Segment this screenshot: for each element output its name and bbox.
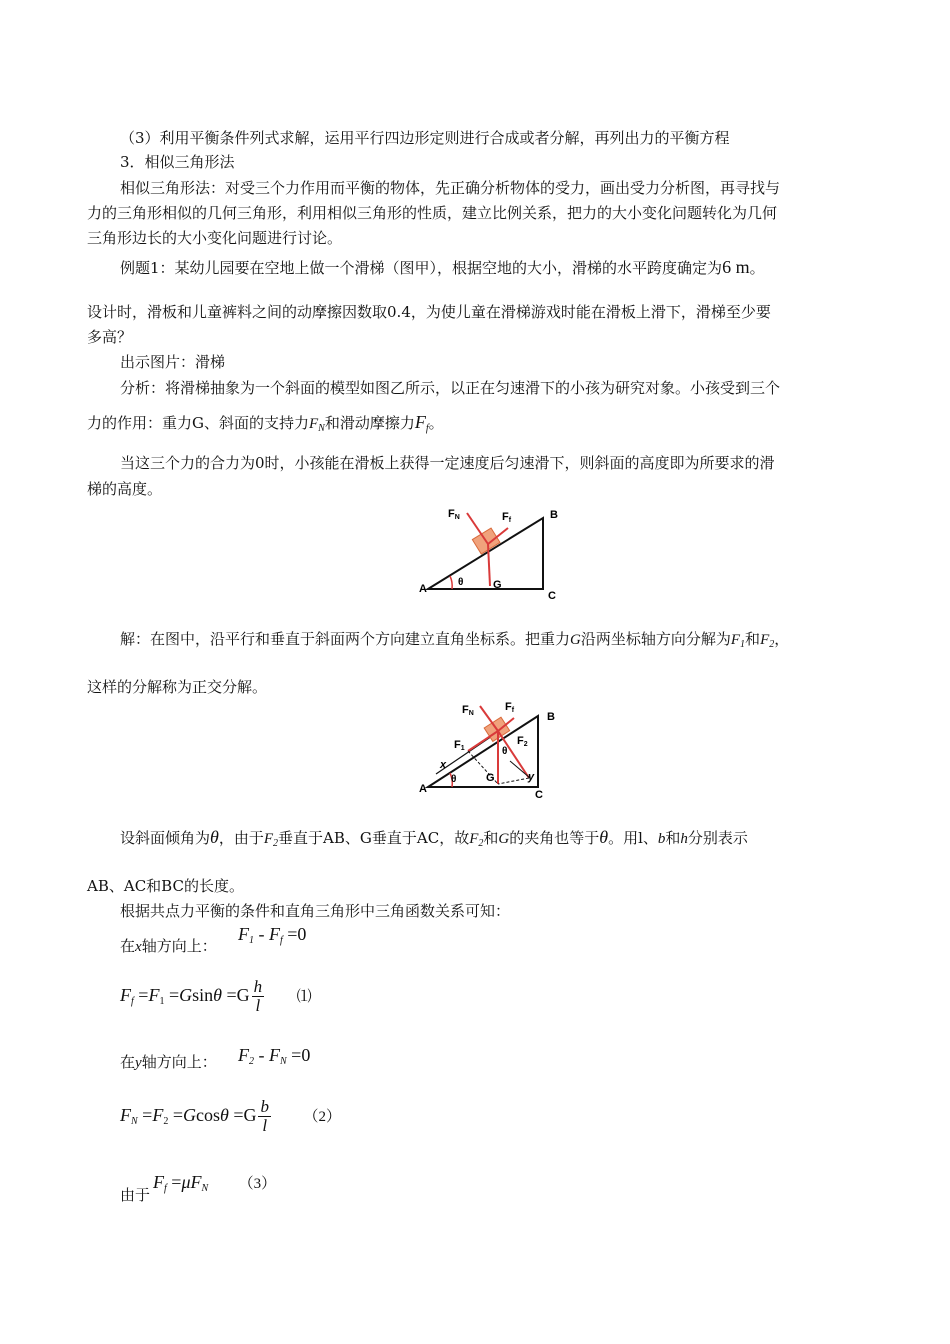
angle-text-1: 设斜面倾角为 [120, 829, 211, 847]
in-text: 在 [120, 937, 136, 955]
analysis-text-2: 和滑动摩擦力 [324, 414, 415, 432]
fraction-b-over-l: $\frac{b}{l}$ [260, 1097, 269, 1135]
section-heading-similar-triangles: 3．相似三角形法 [120, 153, 235, 171]
equation-y-balance: $F_2 - F_N =0$ [238, 1045, 311, 1067]
example-line2: 设计时，滑板和儿童裤料之间的动摩擦因数取0.4，为使儿童在滑梯游戏时能在滑板上滑下，滑梯至少要 [87, 303, 771, 321]
angle-arc [450, 576, 452, 589]
symbol-Ff: $F_f$ [414, 412, 429, 434]
label-F2: F2 [517, 735, 528, 748]
label-FN: FN [448, 508, 460, 521]
angle-line1 [120, 825, 748, 856]
axis-text: 轴方向上： [141, 937, 217, 955]
paragraph-method-line2: 力的三角形相似的几何三角形，利用相似三角形的性质，建立比例关系，把力的大小变化问题转化为几何 [87, 204, 778, 222]
since-line [120, 1183, 150, 1207]
solution-text: 解：在图中，沿平行和垂直于斜面两个方向建立直角坐标系。把重力 [120, 630, 571, 648]
label-B: B [550, 509, 558, 521]
label-y: y [528, 771, 535, 783]
orthogonal-decomposition-diagram [410, 698, 570, 802]
solution-text-2: 沿两坐标轴方向分解为 [580, 630, 731, 648]
label-B: B [547, 711, 555, 723]
label-F1: F1 [454, 739, 465, 752]
angle-text-3: 垂直于AB、G垂直于AC，故 [278, 829, 470, 847]
label-Ff: Ff [502, 511, 512, 524]
symbol-b: b [657, 831, 666, 847]
angle-text-5: 的夹角也等于 [509, 829, 600, 847]
dashed-line-2 [498, 778, 529, 784]
symbol-FN: $F_N$ [308, 416, 325, 434]
symbol-F2-b: $F_2$ [469, 831, 484, 849]
label-theta: θ [458, 577, 464, 588]
equation-2: $F_N =F_2 =Gcos\theta =G$ $\frac{b}{l}$ （2） [120, 1097, 341, 1135]
symbol-theta: θ [210, 827, 219, 847]
and-text: 和 [745, 630, 761, 648]
and-text-2: 和 [665, 829, 681, 847]
span-value: 6 m [722, 257, 750, 277]
equation-1: $F_f =F_1 =Gsin\theta =G$ $\frac{h}{l}$ ⑴ [120, 977, 312, 1015]
equation-tag-3: （3） [238, 1176, 277, 1192]
equation-tag-1: ⑴ [296, 988, 312, 1005]
comma: ， [774, 630, 790, 648]
period: 。 [428, 414, 444, 432]
period: 。 [749, 259, 765, 277]
symbol-x: x [135, 939, 142, 955]
equilibrium-intro: 根据共点力平衡的条件和直角三角形中三角函数关系可知： [120, 902, 511, 920]
angle-text-2: ，由于 [218, 829, 264, 847]
label-A: A [419, 783, 427, 795]
symbol-h: h [680, 831, 688, 847]
label-Ff: Ff [505, 701, 515, 714]
in-text: 在 [120, 1053, 136, 1071]
symbol-theta-b: θ [599, 827, 609, 847]
paragraph-method-line1: 相似三角形法：对受三个力作用而平衡的物体，先正确分析物体的受力，画出受力分析图，再寻找与 [120, 179, 781, 197]
x-axis-line-text [120, 934, 217, 959]
equation-tag-2: （2） [303, 1108, 341, 1125]
example-text: 例题1：某幼儿园要在空地上做一个滑梯（图甲），根据空地的大小，滑梯的水平跨度确定为 [120, 259, 723, 277]
y-axis-line-text [120, 1050, 217, 1075]
incline-force-diagram [410, 500, 570, 600]
label-A: A [419, 583, 427, 595]
label-theta: θ [451, 774, 457, 785]
symbol-F1: $F_1$ [730, 632, 746, 650]
equation-3: $F_f =\mu F_N$ （3） [153, 1172, 277, 1194]
analysis-line1: 分析：将滑梯抽象为一个斜面的模型如图乙所示，以正在匀速滑下的小孩为研究对象。小孩受到三个 [120, 379, 781, 397]
condition-line1: 当这三个力的合力为0时，小孩能在滑板上获得一定速度后匀速滑下，则斜面的高度即为所要求的滑 [120, 454, 775, 472]
solution-line1 [120, 627, 789, 657]
symbol-G: G [570, 632, 581, 648]
angle-text-6: 。用l、 [608, 829, 658, 847]
symbol-G: G [498, 831, 510, 847]
example-line3: 多高？ [87, 328, 133, 346]
incline-triangle [428, 518, 543, 589]
symbol-F2: $F_2$ [263, 831, 279, 849]
label-G: G [493, 579, 502, 591]
symbol-y: y [135, 1055, 142, 1071]
analysis-line2 [87, 410, 444, 441]
label-x: x [440, 759, 447, 771]
label-FN: FN [462, 704, 474, 717]
show-picture-line: 出示图片：滑梯 [120, 353, 226, 371]
since-text: 由于 [120, 1186, 151, 1204]
symbol-F2: $F_2$ [760, 632, 775, 650]
incline-triangle [428, 716, 538, 787]
condition-line2: 梯的高度。 [87, 480, 163, 498]
label-C: C [548, 590, 556, 600]
example-line1 [120, 255, 765, 280]
and-text: 和 [483, 829, 499, 847]
solution-line2: 这样的分解称为正交分解。 [87, 678, 268, 696]
label-G: G [486, 772, 495, 784]
analysis-text: 力的作用：重力G、斜面的支持力 [87, 414, 309, 432]
axis-text: 轴方向上： [141, 1053, 217, 1071]
angle-text-8: 分别表示 [687, 829, 748, 847]
paragraph-method-line3: 三角形边长的大小变化问题进行讨论。 [87, 229, 343, 247]
angle-line2: AB、AC和BC的长度。 [87, 877, 244, 895]
label-theta-top: θ [502, 746, 508, 757]
label-C: C [535, 789, 543, 801]
paragraph-step3: （3）利用平衡条件列式求解，运用平行四边形定则进行合成或者分解，再列出力的平衡方程 [120, 129, 730, 147]
equation-x-balance: $F_1 - F_f =0$ [238, 924, 307, 946]
fraction-h-over-l: $\frac{h}{l}$ [253, 977, 263, 1015]
